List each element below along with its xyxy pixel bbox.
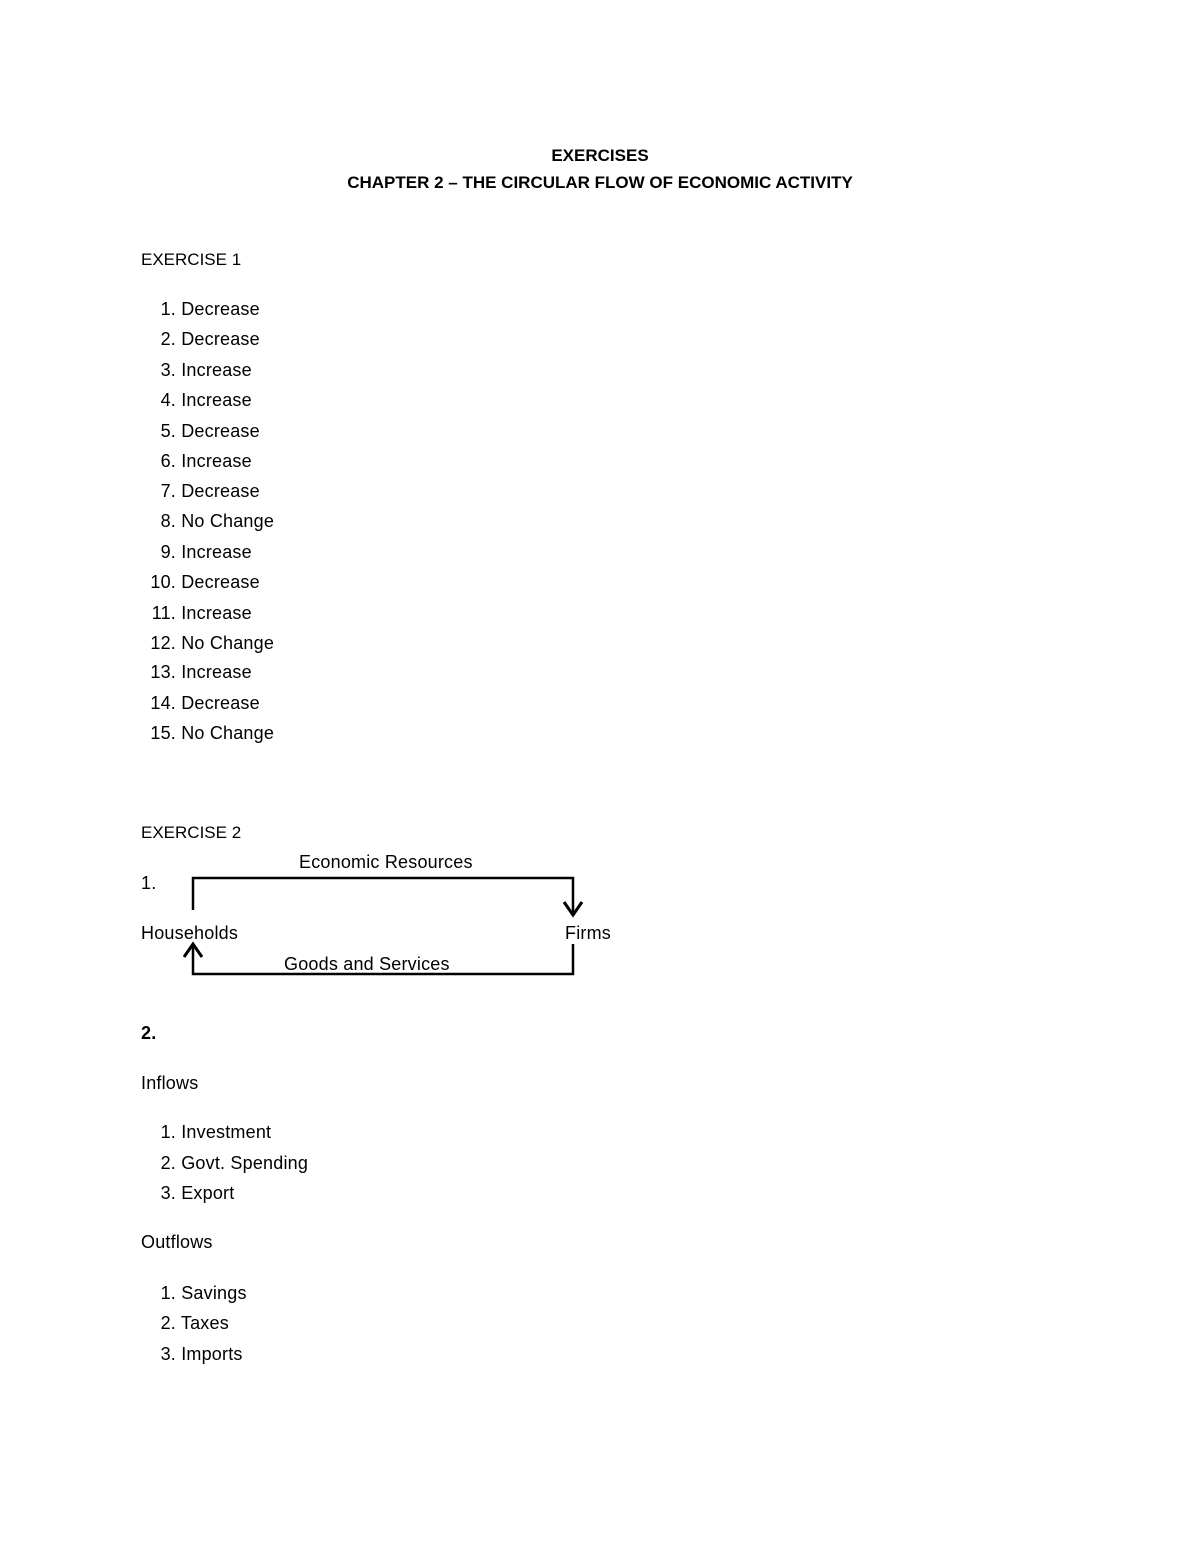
item-number: 1. bbox=[160, 1283, 176, 1303]
item-number: 1. bbox=[160, 1122, 176, 1142]
exercise1-item-15 bbox=[141, 724, 274, 742]
item-number: 6. bbox=[160, 451, 176, 471]
item-number: 3. bbox=[160, 360, 176, 380]
item-number: 9. bbox=[160, 542, 176, 562]
item-text: Decrease bbox=[181, 572, 260, 592]
item-text: Imports bbox=[181, 1344, 243, 1364]
item-number: 15. bbox=[150, 723, 176, 743]
outflows-item-1 bbox=[141, 1284, 247, 1302]
item-text: Increase bbox=[181, 603, 252, 623]
item-number: 1. bbox=[160, 299, 176, 319]
item-number: 4. bbox=[160, 390, 176, 410]
item-number: 2. bbox=[160, 1313, 176, 1333]
exercise1-item-8 bbox=[141, 512, 274, 530]
exercise2-heading: EXERCISE 2 bbox=[141, 823, 242, 842]
exercise1-item-6 bbox=[141, 452, 252, 470]
item-number: 8. bbox=[160, 511, 176, 531]
exercise1-item-1 bbox=[141, 300, 260, 318]
item-number: 10. bbox=[150, 572, 176, 592]
exercise1-item-5 bbox=[141, 422, 260, 440]
item-number: 7. bbox=[160, 481, 176, 501]
item-text: Investment bbox=[181, 1122, 272, 1142]
page-title: EXERCISES bbox=[551, 146, 649, 165]
item-text: Decrease bbox=[181, 299, 260, 319]
exercise1-item-13 bbox=[141, 663, 252, 681]
exercise1-item-14 bbox=[141, 694, 260, 712]
item-text: Decrease bbox=[181, 329, 260, 349]
outflows-heading: Outflows bbox=[141, 1232, 213, 1252]
inflows-heading: Inflows bbox=[141, 1073, 199, 1093]
question-1-number: 1. bbox=[141, 873, 157, 893]
inflows-item-3 bbox=[141, 1184, 234, 1202]
exercise1-item-9 bbox=[141, 543, 252, 561]
item-number: 3. bbox=[160, 1183, 176, 1203]
inflows-item-2 bbox=[141, 1154, 308, 1172]
item-text: Decrease bbox=[181, 693, 260, 713]
item-text: Increase bbox=[181, 662, 252, 682]
item-text: No Change bbox=[181, 511, 275, 531]
exercise1-item-2 bbox=[141, 330, 260, 348]
item-text: Increase bbox=[181, 360, 252, 380]
outflows-item-3 bbox=[141, 1345, 243, 1363]
page-subtitle: CHAPTER 2 – THE CIRCULAR FLOW OF ECONOMIC ACTIVITY bbox=[347, 173, 853, 192]
item-text: Increase bbox=[181, 451, 252, 471]
diagram-bottom-label: Goods and Services bbox=[284, 954, 450, 974]
item-number: 2. bbox=[160, 329, 176, 349]
item-text: Govt. Spending bbox=[181, 1153, 309, 1173]
exercise1-item-12 bbox=[141, 634, 274, 652]
item-number: 2. bbox=[160, 1153, 176, 1173]
item-text: No Change bbox=[181, 723, 275, 743]
flow-arrow-down-icon bbox=[564, 902, 582, 915]
firms-node: Firms bbox=[565, 923, 611, 943]
exercise1-item-10 bbox=[141, 573, 260, 591]
item-number: 11. bbox=[151, 603, 176, 623]
item-text: Decrease bbox=[181, 421, 260, 441]
item-text: Increase bbox=[181, 542, 252, 562]
households-node: Households bbox=[141, 923, 239, 943]
outflows-item-2 bbox=[141, 1314, 229, 1332]
item-text: No Change bbox=[181, 633, 275, 653]
flow-arrow-up-icon bbox=[184, 944, 202, 957]
diagram-top-label: Economic Resources bbox=[299, 852, 473, 872]
exercise1-heading: EXERCISE 1 bbox=[141, 250, 242, 269]
exercise1-item-3 bbox=[141, 361, 252, 379]
item-number: 13. bbox=[150, 662, 176, 682]
exercise1-item-11 bbox=[141, 604, 252, 622]
item-number: 3. bbox=[160, 1344, 176, 1364]
economic-resources-flow-line bbox=[193, 878, 573, 912]
item-text: Increase bbox=[181, 390, 252, 410]
exercise1-item-7 bbox=[141, 482, 260, 500]
item-text: Taxes bbox=[180, 1313, 229, 1333]
exercise1-item-4 bbox=[141, 391, 252, 409]
item-text: Savings bbox=[181, 1283, 247, 1303]
item-text: Export bbox=[181, 1183, 235, 1203]
item-number: 5. bbox=[160, 421, 176, 441]
item-number: 14. bbox=[150, 693, 176, 713]
item-text: Decrease bbox=[181, 481, 260, 501]
question-2-number: 2. bbox=[141, 1023, 157, 1043]
inflows-item-1 bbox=[141, 1123, 271, 1141]
item-number: 12. bbox=[150, 633, 176, 653]
